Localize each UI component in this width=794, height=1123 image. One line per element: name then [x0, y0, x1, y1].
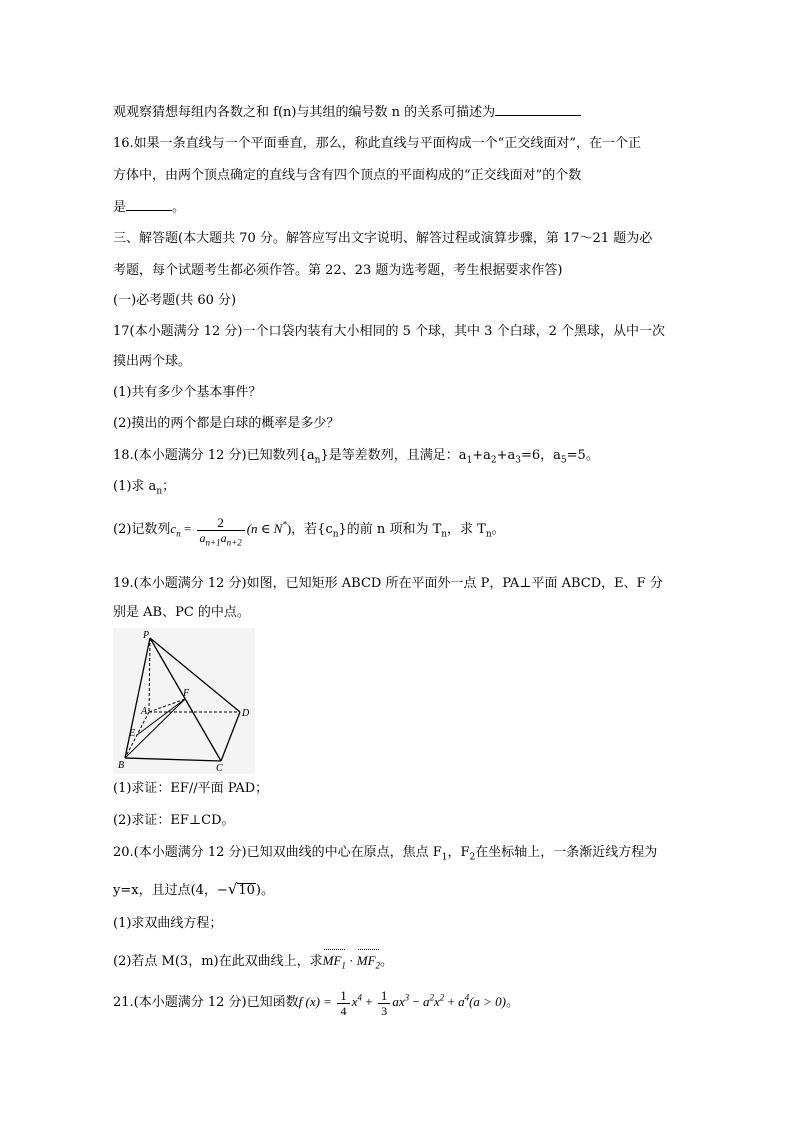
- q19-line-1: 19.(本小题满分 12 分)如图，已知矩形 ABCD 所在平面外一点 P，PA⊥平面 ABCD，E、F 分: [113, 576, 663, 591]
- q19-part-1: (1)求证：EF//平面 PAD；: [113, 781, 269, 796]
- label-B: B: [118, 760, 125, 771]
- section3-heading-2: 考题，每个试题考生都必须作答。第 22、23 题为选考题，考生根据要求作答): [113, 263, 563, 278]
- label-C: C: [216, 763, 223, 774]
- figure-background: [113, 628, 255, 774]
- q17-line-1: 17(本小题满分 12 分)一个口袋内装有大小相同的 5 个球，其中 3 个白球，2 个黑球，从中一次: [113, 324, 665, 339]
- label-E: E: [129, 728, 136, 739]
- q20-line-2: y=x，且过点(4，−√10)。: [113, 880, 274, 898]
- q20-part-1: (1)求双曲线方程；: [113, 916, 223, 931]
- q18-part-2: (2)记数列$c_n$ = $\frac{2}{a_{n+1}a_{n+2}}$ (n ∈ N*)，若$\{c_n\}$的前 n 项和为 $T_n$，求 $T_n$。: [113, 514, 505, 547]
- q18-part-1: (1)求 $a_n$；: [113, 479, 176, 497]
- q17-line-2: 摸出两个球。: [113, 354, 192, 369]
- sqrt-10: 10: [238, 883, 255, 898]
- q21-line-1: 21.(本小题满分 12 分)已知函数f (x) = $\frac{1}{4}$ $x^4$ + $\frac{1}{3}$ $ax^3 - a^2x^2 + a^4(a > 0)$。: [113, 987, 520, 1018]
- q18-line-1: 18.(本小题满分 12 分)已知数列$\{a_n\}$是等差数列，且满足：$a_1+a_2+a_3=6$，$a_5=5$。: [113, 448, 599, 466]
- vector-dot-product: $MF_1 \cdot MF_2$: [322, 953, 381, 971]
- q16-line-1: 16.如果一条直线与一个平面垂直，那么，称此直线与平面构成一个“正交线面对”，在一个正: [113, 136, 641, 151]
- answer-blank-15: [495, 103, 581, 116]
- q16-line-3: 是 。: [113, 200, 186, 215]
- q16-line-2: 方体中，由两个顶点确定的直线与含有四个顶点的平面构成的“正交线面对”的个数: [113, 168, 582, 183]
- required-section-title: (一)必考题(共 60 分): [113, 293, 237, 308]
- q15-tail: [113, 103, 581, 122]
- section3-heading-1: 三、解答题(本大题共 70 分。解答应写出文字说明、解答过程或演算步骤，第 17～21 题为必: [113, 231, 653, 246]
- function-formula: f (x) = $\frac{1}{4}$ $x^4$ + $\frac{1}{3}$ $ax^3 - a^2x^2 + a^4(a > 0)$: [298, 987, 506, 1018]
- answer-blank-16: [126, 198, 172, 211]
- q20-line-1: 20.(本小题满分 12 分)已知双曲线的中心在原点，焦点 $F_1$，$F_2$在坐标轴上，一条渐近线方程为: [113, 845, 658, 863]
- q19-line-2: 别是 AB、PC 的中点。: [113, 605, 250, 620]
- q17-part-1: (1)共有多少个基本事件？: [113, 385, 262, 400]
- pyramid-figure: [113, 628, 255, 774]
- label-A: A: [141, 706, 148, 717]
- label-F: F: [183, 688, 190, 699]
- label-P: P: [143, 630, 150, 641]
- q19-part-2: (2)求证：EF⊥CD。: [113, 813, 235, 828]
- q20-part-2: (2)若点 M(3，m)在此双曲线上，求$MF_1 \cdot MF_2$。: [113, 953, 394, 971]
- q15-text: 观观察猜想每组内各数之和 f(n)与其组的编号数 n 的关系可描述为: [113, 105, 496, 120]
- label-D: D: [242, 708, 250, 719]
- sequence-c-formula: $c_n$ = $\frac{2}{a_{n+1}a_{n+2}}$ (n ∈ N*): [170, 514, 292, 547]
- q17-part-2: (2)摸出的两个都是白球的概率是多少？: [113, 416, 340, 431]
